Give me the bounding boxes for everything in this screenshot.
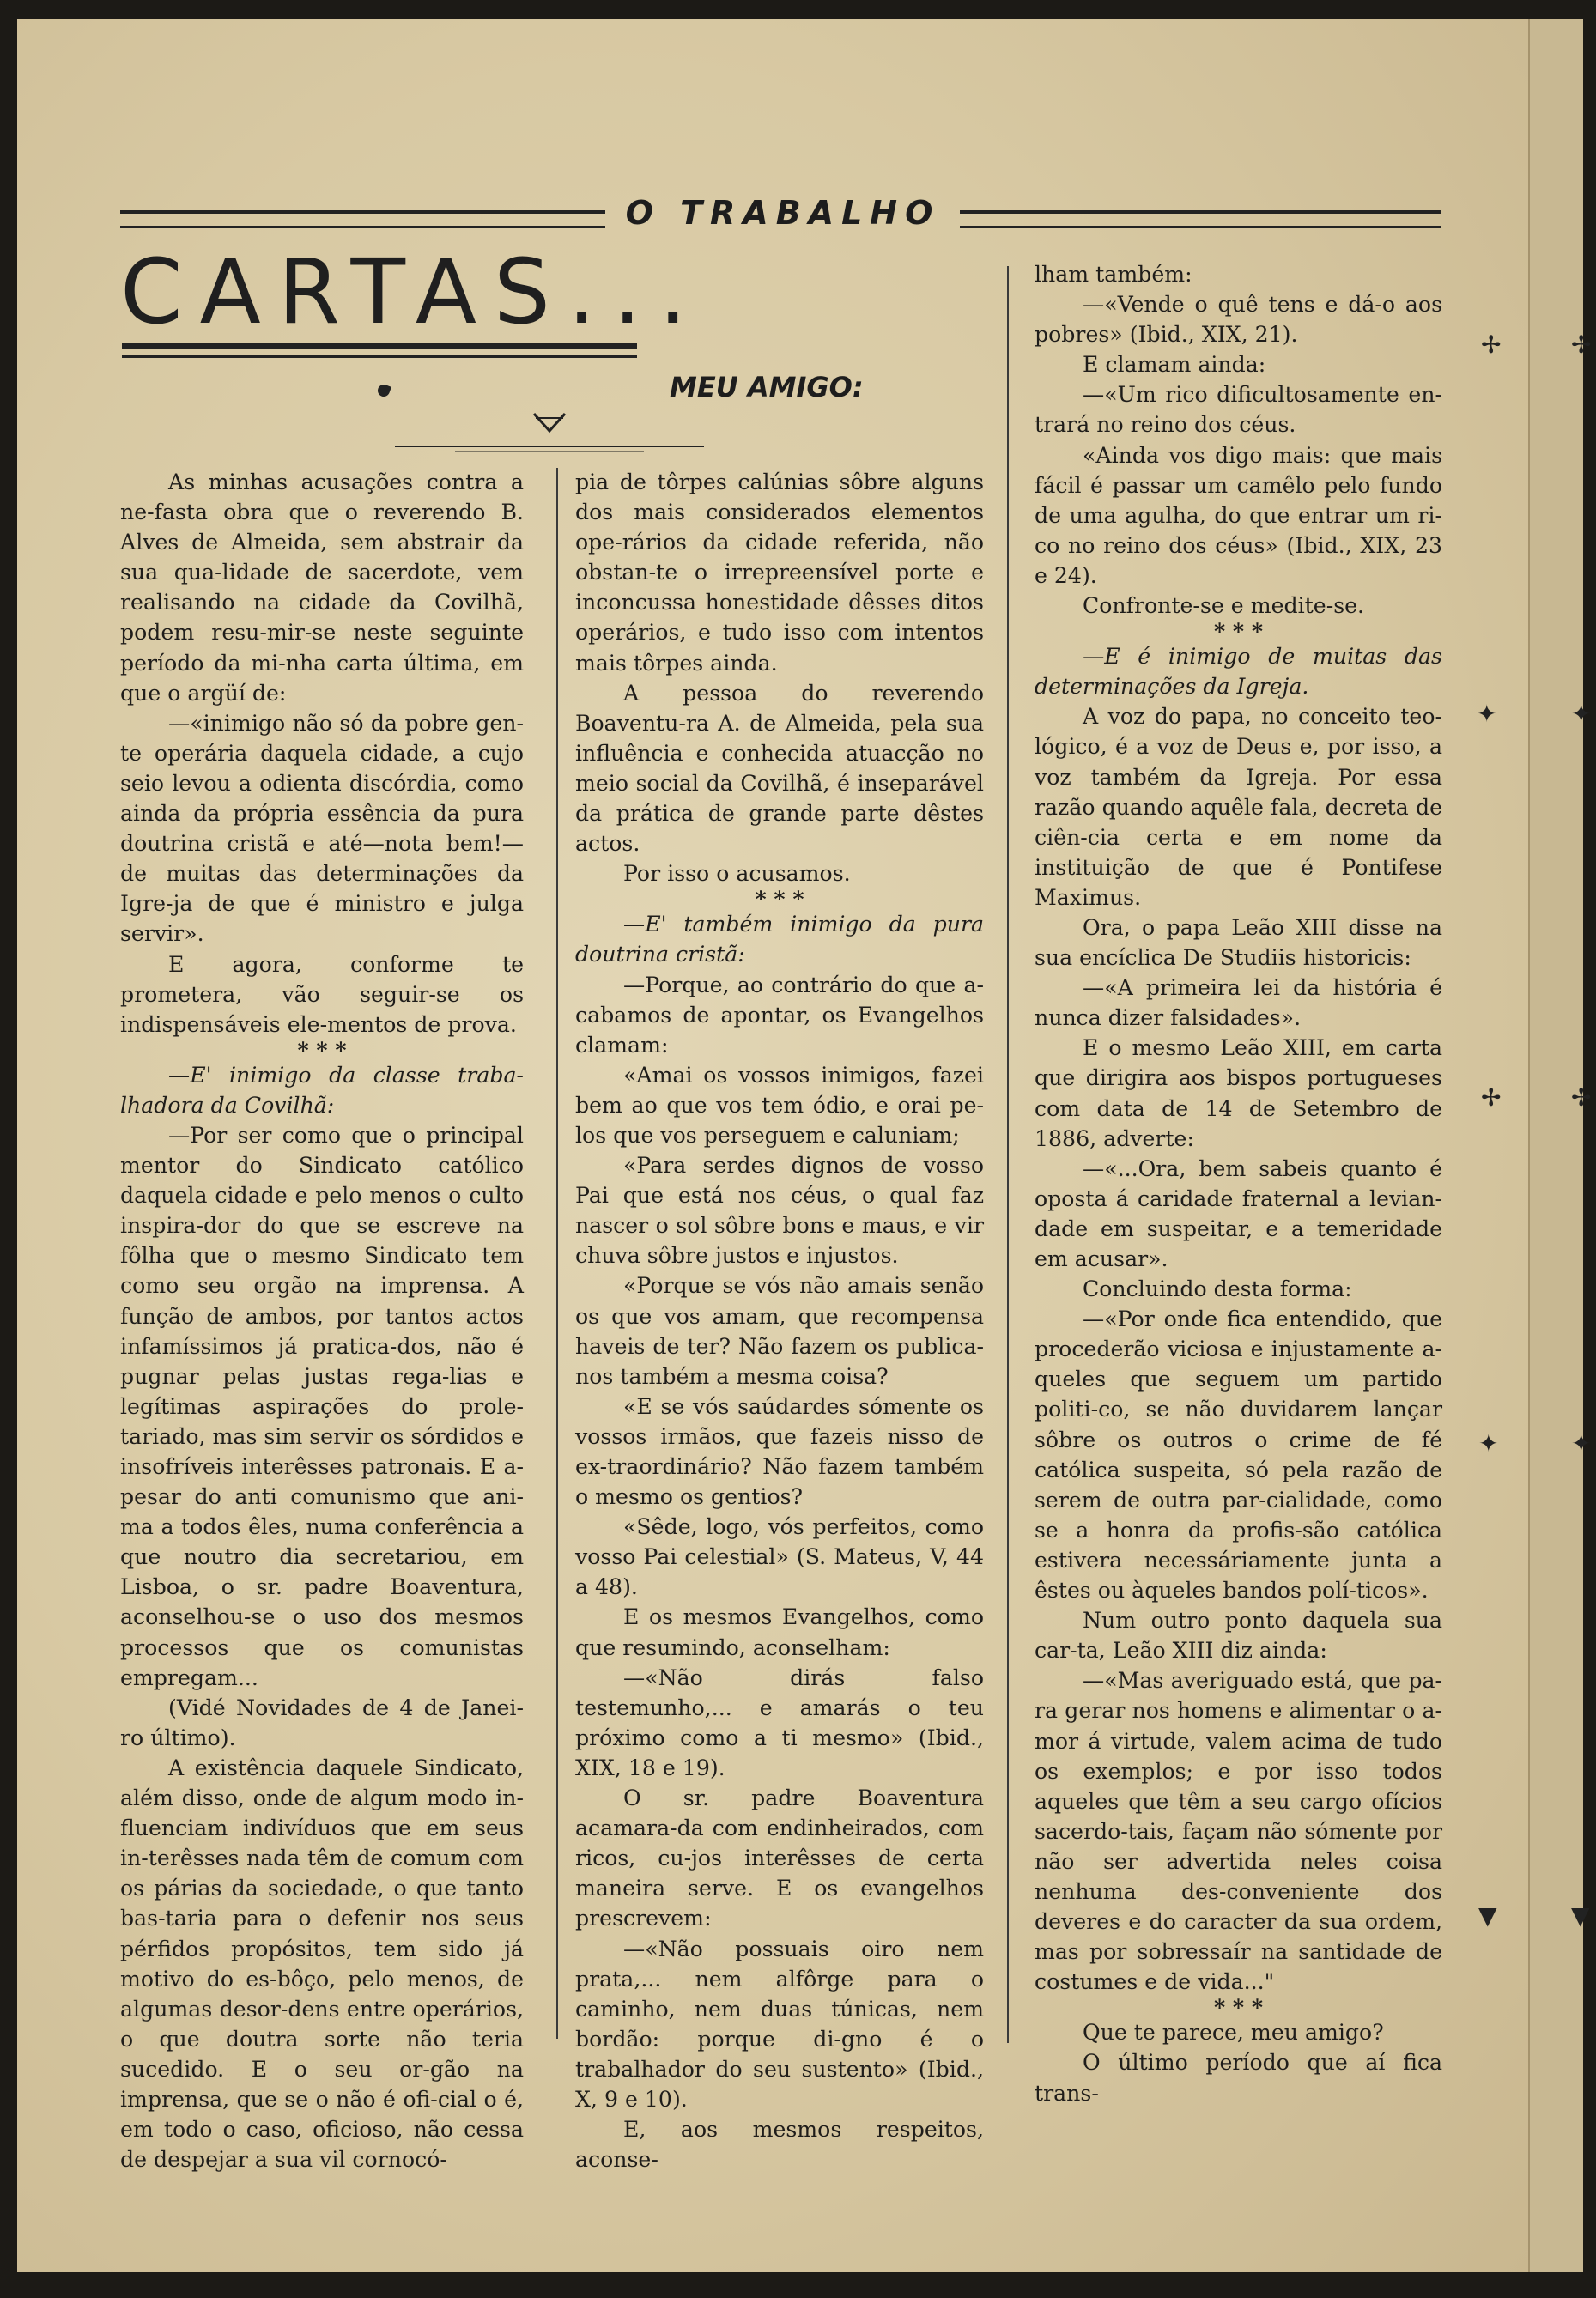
paragraph: —Por ser como que o principal mentor do Sindicato católico daquela cidade e pelo menos o culto inspira-dor do que se escreve na fôlha que o mesmo Sindicato tem como seu orgão na imprensa. A função de ambos, por tantos actos infamíssimos já pratica-dos, não é pugnar pelas justas rega-lias e legítimas aspirações do prole-tariado, mas sim servir os sórdidos e insofríveis interêsses patronais. E a-pesar do anti comunismo que ani-ma a todos êles, numa conferência a que noutro dia secretariou, em Lisboa, o sr. padre Boaventura, aconselhou-se o uso dos mesmos processos que os comunistas empregam... <box>120 1122 524 1690</box>
paragraph: As minhas acusações contra a ne-fasta obra que o reverendo B. Alves de Almeida, sem abstrair da sua qua-lidade de sacerdote, vem realisando na cidade da Covilhã, podem resu-mir-se neste seguinte período da mi-nha carta última, em que o argüí de: <box>120 470 524 706</box>
section-heading: —E' inimigo da classe traba-lhadora da Covilhã: <box>120 1062 524 1118</box>
paragraph: —«Mas averiguado está, que pa-ra gerar nos homens e alimentar o a-mor á virtude, valem acima de tudo os exemplos; e por isso todos aqueles que têm a seu cargo ofícios sacerdo-tais, façam não sómente por não ser advertida neles coisa nenhuma des-conveniente dos deveres e do caracter da sua ordem, mas por sobressaír na santidade de costumes e de vida..." <box>1035 1668 1442 1995</box>
paragraph: «E se vós saúdardes sómente os vossos irmãos, que fazeis nisso de ex-traordinário? Não fazem também o mesmo os gentios? <box>575 1393 984 1510</box>
pin-hole-icon: ✦ <box>1478 1429 1499 1458</box>
newspaper-header-title: O TRABALHO <box>625 194 941 232</box>
header-rule-right <box>960 210 1441 228</box>
paragraph: E os mesmos Evangelhos, como que resumindo, aconselham: <box>575 1604 984 1660</box>
column-rule <box>556 468 558 2039</box>
paragraph: pia de tôrpes calúnias sôbre alguns dos mais considerados elementos ope-rários da cidade referida, não obstan-te o irrepreensível porte e inconcussa honestidade dêsses ditos operários, e tudo isso com intentos mais tôrpes ainda. <box>575 470 984 676</box>
pin-hole-icon: ✦ <box>1477 700 1497 728</box>
section-heading: —E' também inimigo da pura doutrina cristã: <box>575 912 984 967</box>
paragraph: —«A primeira lei da história é nunca dizer falsidades». <box>1035 975 1442 1031</box>
paragraph: E agora, conforme te prometera, vão seguir-se os indispensáveis ele-mentos de prova. <box>120 951 524 1037</box>
paragraph: Ora, o papa Leão XIII disse na sua encíclica De Studiis historicis: <box>1035 914 1442 971</box>
pin-hole-icon: ✢ <box>1571 1083 1592 1112</box>
pin-hole-icon: ✦ <box>1571 700 1592 728</box>
pin-hole-icon: ✦ <box>1571 1429 1592 1458</box>
ornament-divider <box>395 403 704 455</box>
paragraph: O último período que aí fica trans- <box>1035 2050 1442 2106</box>
paragraph: «Sêde, logo, vós perfeitos, como vosso Pai celestial» (S. Mateus, V, 44 a 48). <box>575 1514 984 1600</box>
article-title: CARTAS... <box>120 240 705 344</box>
paragraph: «Porque se vós não amais senão os que vos amam, que recompensa haveis de ter? Não fazem os publica-nos também a mesma coisa? <box>575 1273 984 1389</box>
paragraph: —Porque, ao contrário do que a-cabamos de apontar, os Evangelhos clamam: <box>575 972 984 1058</box>
paragraph: —«inimigo não só da pobre gen-te operária daquela cidade, a cujo seio levou a odienta discórdia, como ainda da própria essência da pura doutrina cristã e até—nota bem!—de muitas das determinações da Igre-ja de que é ministro e julga servir». <box>120 710 524 947</box>
paragraph: —«...Ora, bem sabeis quanto é oposta á caridade fraternal a levian-dade em suspeitar, e a temeridade em acusar». <box>1035 1155 1442 1271</box>
paragraph: —«Não possuais oiro nem prata,... nem alfôrge para o caminho, nem duas túnicas, nem bordão: porque di-gno é o trabalhador do seu sustento» (Ibid., X, 9 e 10). <box>575 1936 984 2112</box>
pin-hole-icon: ✢ <box>1481 330 1502 359</box>
article-column-3 <box>1035 259 1442 2108</box>
paragraph: E, aos mesmos respeitos, aconse- <box>575 2117 984 2173</box>
paragraph: «Amai os vossos inimigos, fazei bem ao que vos tem ódio, e orai pe-los que vos perseguem e caluniam; <box>575 1062 984 1148</box>
paragraph: Num outro ponto daquela sua car-ta, Leão XIII diz ainda: <box>1035 1608 1442 1664</box>
article-column-1 <box>120 467 524 2174</box>
paragraph: «Para serdes dignos de vosso Pai que está nos céus, o qual faz nascer o sol sôbre bons e maus, e vir chuva sôbre justos e injustos. <box>575 1153 984 1269</box>
paragraph: Por isso o acusamos. <box>623 861 851 887</box>
column-rule <box>1007 266 1009 2043</box>
paragraph: A voz do papa, no conceito teo-lógico, é a voz de Deus e, por isso, a voz também da Igreja. Por essa razão quando aquêle fala, decreta de ciên-cia certa e em nome da instituição de que é Pontifese Maximus. <box>1035 704 1442 910</box>
paragraph: «Ainda vos digo mais: que mais fácil é passar um camêlo pelo fundo de uma agulha, do que entrar um ri-co no reino dos céus» (Ibid., XIX, 23 e 24). <box>1035 442 1442 588</box>
article-column-2 <box>575 467 984 2174</box>
paragraph: —«Por onde fica entendido, que procederão viciosa e injustamente a-queles que seguem um partido politi-co, se não duvidarem lançar sôbre os outros o crime de fé católica suspeita, só pela razão de serem de outra par-cialidade, como se a honra da profis-são católica estivera necessáriamente junta a êstes ou àqueles bandos polí-ticos». <box>1035 1307 1442 1604</box>
section-separator: * * * <box>755 886 804 913</box>
section-heading: —E é inimigo de muitas das determinações da Igreja. <box>1035 644 1442 700</box>
section-separator: * * * <box>297 1036 347 1063</box>
paragraph: —«Não dirás falso testemunho,... e amarás o teu próximo como a ti mesmo» (Ibid., XIX, 18 e 19). <box>575 1664 984 1780</box>
paragraph: O sr. padre Boaventura acamara-da com endinheirados, com ricos, cu-jos interêsses de certa maneira serve. E os evangelhos prescrevem: <box>575 1786 984 1931</box>
pin-hole-icon: ✢ <box>1571 330 1592 359</box>
pin-hole-icon: ▼ <box>1571 1901 1590 1930</box>
paragraph: (Vidé Novidades de 4 de Janei-ro último). <box>120 1695 524 1750</box>
section-separator: * * * <box>1213 1994 1264 2021</box>
paragraph: lham também: <box>1035 262 1192 287</box>
pin-hole-icon: ✢ <box>1481 1083 1502 1112</box>
paragraph: —«Vende o quê tens e dá-o aos pobres» (Ibid., XIX, 21). <box>1035 292 1442 348</box>
paragraph: A existência daquele Sindicato, além disso, onde de algum modo in-fluenciam indivíduos que em seus in-terêsses nada têm de comum com os párias da sociedade, o que tanto bas-taria para o defenir nos seus pérfidos propósitos, tem sido já motivo do es-bôço, pelo menos, de algumas desor-dens entre operários, o que doutra sorte não teria sucedido. E o seu or-gão na imprensa, que se o não é ofi-cial o é, em todo o caso, oficioso, não cessa de despejar a sua vil cornocó- <box>120 1755 524 2173</box>
article-salutation: MEU AMIGO: <box>670 371 864 403</box>
paragraph: E o mesmo Leão XIII, em carta que dirigira aos bispos portugueses com data de 14 de Setembro de 1886, adverte: <box>1035 1035 1442 1151</box>
section-separator: * * * <box>1213 618 1264 645</box>
title-underline <box>122 343 637 358</box>
paragraph: Que te parece, meu amigo? <box>1083 2020 1384 2046</box>
pin-hole-icon: ▼ <box>1478 1901 1497 1930</box>
header-rule-left <box>120 210 605 228</box>
paragraph: A pessoa do reverendo Boaventu-ra A. de Almeida, pela sua influência e conhecida atuacção no meio social da Covilhã, é inseparável da prática de grande parte dêstes actos. <box>575 680 984 857</box>
paragraph: —«Um rico dificultosamente en-trará no reino dos céus. <box>1035 382 1442 438</box>
paragraph: Confronte-se e medite-se. <box>1083 593 1365 619</box>
paragraph: Concluindo desta forma: <box>1083 1276 1352 1302</box>
paragraph: E clamam ainda: <box>1083 352 1266 378</box>
